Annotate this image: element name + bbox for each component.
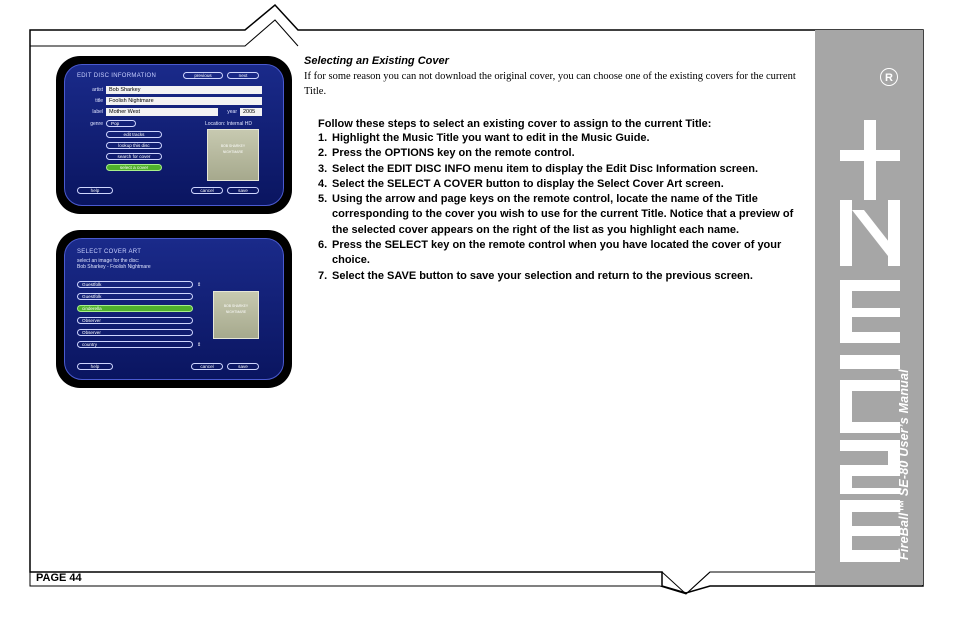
edit-disc-info-screenshot: [56, 56, 292, 214]
cover-list-item-selected[interactable]: cinderella: [77, 305, 193, 312]
step-item: 7. Select the SAVE button to save your selection and return to the previous screen.: [318, 269, 753, 282]
manual-title: FireBall™ SE-80 User’s Manual: [897, 369, 911, 560]
location-text: Location: Internal HD: [205, 121, 252, 127]
cover-preview: [213, 291, 259, 339]
page-number: PAGE 44: [36, 572, 82, 584]
step-item: 1. Highlight the Music Title you want to edit in the Music Guide.: [318, 132, 650, 144]
cover-text-artist: BOB SHARKEY: [223, 304, 249, 308]
step-item: 2. Press the OPTIONS key on the remote control.: [318, 147, 575, 160]
title-field[interactable]: Foolish Nightmare: [106, 97, 262, 105]
title-label: title: [95, 98, 103, 104]
select-cover-art-screenshot: [56, 230, 292, 388]
save-button[interactable]: save: [227, 363, 259, 370]
cover-list-item[interactable]: country: [77, 341, 193, 348]
step-item: 5. Using the arrow and page keys on the remote control, locate the name of the Title corresponding to the cover you wish to use for the current Title. Notice that a preview of the selected cover appears on the right of the list as you highlight each name.: [318, 193, 794, 236]
screen-title: SELECT COVER ART: [77, 249, 142, 255]
help-button[interactable]: help: [77, 187, 113, 194]
cover-text-title: NIGHTMARE: [225, 310, 247, 314]
search-cover-button[interactable]: search for cover: [106, 153, 162, 160]
cover-preview: [207, 129, 259, 181]
artist-field[interactable]: Bob Sharkey: [106, 86, 262, 94]
scroll-down-icon[interactable]: ⇕: [197, 342, 202, 348]
genre-label: genre: [90, 121, 103, 127]
save-button[interactable]: save: [227, 187, 259, 194]
record-label-field[interactable]: Mother West: [106, 108, 218, 116]
genre-select[interactable]: Pop: [106, 120, 136, 127]
intro-paragraph: If for some reason you can not download the original cover, you can choose one of the existing covers for the current Title.: [304, 71, 796, 97]
step-item: 3. Select the EDIT DISC INFO menu item to display the Edit Disc Information screen.: [318, 162, 759, 175]
next-button[interactable]: next: [227, 72, 259, 79]
screen-title: EDIT DISC INFORMATION: [77, 73, 157, 79]
year-label: year: [227, 109, 237, 115]
cover-list-item[interactable]: Guestfolk: [77, 293, 193, 300]
step-item: 6. Press the SELECT key on the remote control when you have located the cover of your choice.: [318, 239, 782, 267]
cover-text-title: NIGHTMARE: [222, 150, 244, 154]
screen-subtitle: select an image for the disc:: [77, 258, 140, 264]
lookup-disc-button[interactable]: lookup this disc: [106, 142, 162, 149]
steps-list: [318, 131, 798, 284]
cancel-button[interactable]: cancel: [191, 363, 223, 370]
scroll-up-icon[interactable]: ⇕: [197, 282, 202, 288]
previous-button[interactable]: previous: [183, 72, 223, 79]
select-cover-button[interactable]: select a cover: [106, 164, 162, 171]
screen-disc-name: Bob Sharkey - Foolish Nightmare: [77, 264, 151, 270]
registered-mark: R: [880, 68, 898, 86]
cover-text-artist: BOB SHARKEY: [220, 144, 246, 148]
record-label-label: label: [92, 109, 103, 115]
year-field[interactable]: 2005: [240, 108, 262, 116]
artist-label: artist: [92, 87, 103, 93]
steps-intro: Follow these steps to select an existing cover to assign to the current Title:: [318, 118, 712, 130]
cover-list-item[interactable]: Guestfolk: [77, 281, 193, 288]
cover-list-item[interactable]: Observer: [77, 329, 193, 336]
section-title: Selecting an Existing Cover: [304, 55, 449, 67]
step-item: 4. Select the SELECT A COVER button to display the Select Cover Art screen.: [318, 177, 724, 190]
cancel-button[interactable]: cancel: [191, 187, 223, 194]
help-button[interactable]: help: [77, 363, 113, 370]
cover-list-item[interactable]: Observer: [77, 317, 193, 324]
edit-tracks-button[interactable]: edit tracks: [106, 131, 162, 138]
